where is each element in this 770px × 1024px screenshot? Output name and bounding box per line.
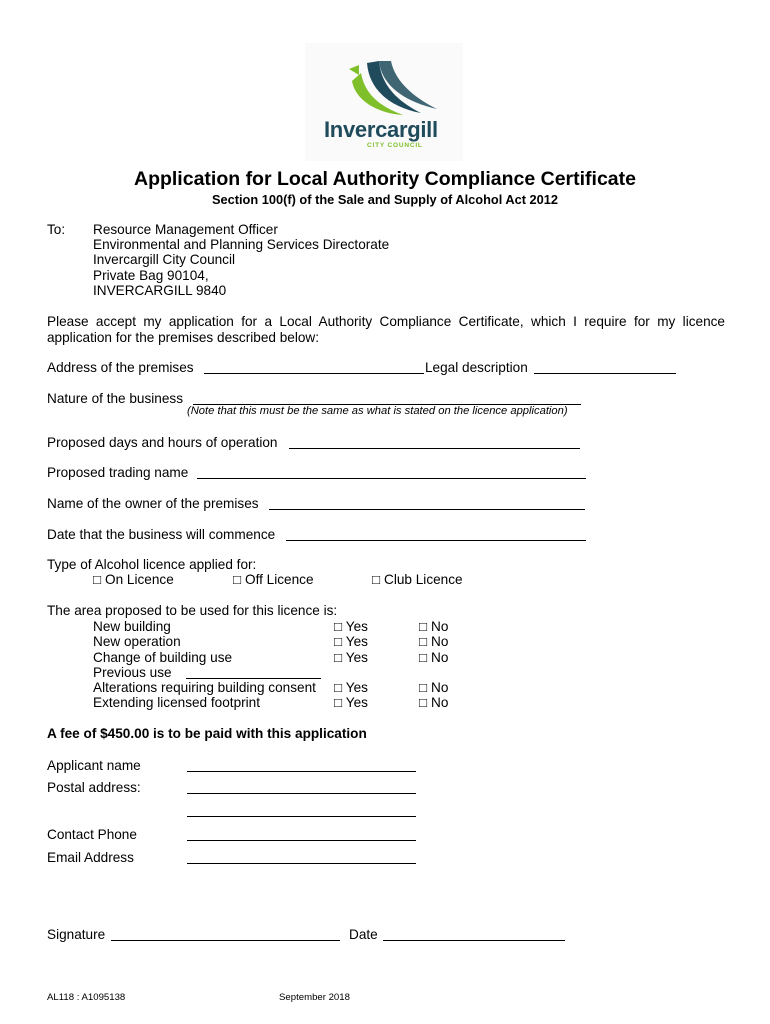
checkbox[interactable]: □ xyxy=(334,650,343,665)
option-label: On Licence xyxy=(105,572,174,587)
owner-label: Name of the owner of the premises xyxy=(47,496,259,511)
applicant-name-label: Applicant name xyxy=(47,758,141,773)
recipient-line: Private Bag 90104, xyxy=(93,268,209,283)
council-logo xyxy=(305,43,463,161)
club-licence-option[interactable] xyxy=(372,572,463,587)
date-field[interactable] xyxy=(383,940,565,941)
nature-label: Nature of the business xyxy=(47,391,184,406)
licence-type-label: Type of Alcohol licence applied for: xyxy=(47,557,257,572)
days-hours-label: Proposed days and hours of operation xyxy=(47,435,278,450)
checkbox[interactable]: □ xyxy=(334,680,343,695)
footer-date: September 2018 xyxy=(279,992,350,1003)
yes-option[interactable]: □ Yes xyxy=(334,695,368,710)
checkbox[interactable]: □ xyxy=(334,695,343,710)
postal-address-field-2[interactable] xyxy=(187,816,416,817)
previous-use-field[interactable] xyxy=(186,678,321,679)
no-option[interactable]: □ No xyxy=(419,695,449,710)
no-option[interactable]: □ No xyxy=(419,650,449,665)
address-label: Address of the premises xyxy=(47,360,194,375)
footer-reference: AL118 : A1095138 xyxy=(47,992,126,1003)
no-option[interactable]: □ No xyxy=(419,634,449,649)
checkbox[interactable]: □ xyxy=(93,572,102,587)
date-label: Date xyxy=(349,927,378,942)
signature-label: Signature xyxy=(47,927,106,942)
checkbox[interactable]: □ xyxy=(419,634,428,649)
legal-field[interactable] xyxy=(534,373,676,374)
recipient-line: INVERCARGILL 9840 xyxy=(93,283,227,298)
checkbox[interactable]: □ xyxy=(372,572,381,587)
yes-option[interactable]: □ Yes xyxy=(334,634,368,649)
area-row-label: New building xyxy=(93,619,171,634)
option-label: Off Licence xyxy=(245,572,314,587)
checkbox[interactable]: □ xyxy=(334,634,343,649)
applicant-name-field[interactable] xyxy=(187,771,416,772)
commence-label: Date that the business will commence xyxy=(47,527,276,542)
no-option[interactable]: □ No xyxy=(419,619,449,634)
yes-option[interactable]: □ Yes xyxy=(334,680,368,695)
recipient-line: Environmental and Planning Services Directorate xyxy=(93,237,390,252)
days-hours-field[interactable] xyxy=(289,448,580,449)
contact-phone-label: Contact Phone xyxy=(47,827,137,842)
checkbox[interactable]: □ xyxy=(419,680,428,695)
checkbox[interactable]: □ xyxy=(419,650,428,665)
area-row-label: Alterations requiring building consent xyxy=(93,680,316,695)
fee-notice: A fee of $450.00 is to be paid with this application xyxy=(47,726,367,741)
page-subtitle: Section 100(f) of the Sale and Supply of Alcohol Act 2012 xyxy=(211,192,559,207)
area-row-label: Extending licensed footprint xyxy=(93,695,261,710)
contact-phone-field[interactable] xyxy=(187,840,416,841)
trading-name-label: Proposed trading name xyxy=(47,465,189,480)
owner-field[interactable] xyxy=(269,509,585,510)
yes-option[interactable]: □ Yes xyxy=(334,650,368,665)
option-label: Club Licence xyxy=(384,572,463,587)
recipient-line: Invercargill City Council xyxy=(93,252,236,267)
to-label: To: xyxy=(47,222,66,237)
area-row-label: Change of building use xyxy=(93,650,233,665)
logo-wordmark: Invercargill xyxy=(324,117,438,142)
postal-address-field[interactable] xyxy=(187,793,416,794)
checkbox[interactable]: □ xyxy=(334,619,343,634)
email-label: Email Address xyxy=(47,850,134,865)
page-title: Application for Local Authority Compliance Certificate xyxy=(133,168,636,190)
email-field[interactable] xyxy=(187,863,416,864)
no-option[interactable]: □ No xyxy=(419,680,449,695)
recipient-line: Resource Management Officer xyxy=(93,222,278,237)
logo-swoosh-icon xyxy=(305,43,463,123)
checkbox[interactable]: □ xyxy=(233,572,242,587)
trading-name-field[interactable] xyxy=(197,478,586,479)
yes-option[interactable]: □ Yes xyxy=(334,619,368,634)
address-field[interactable] xyxy=(204,373,424,374)
area-label: The area proposed to be used for this licence is: xyxy=(47,603,338,618)
nature-note: (Note that this must be the same as what is stated on the licence application) xyxy=(187,405,568,417)
commence-field[interactable] xyxy=(286,540,586,541)
legal-label: Legal description xyxy=(425,360,528,375)
postal-address-label: Postal address: xyxy=(47,780,141,795)
area-row-label: New operation xyxy=(93,634,181,649)
signature-field[interactable] xyxy=(111,940,340,941)
area-row-label: Previous use xyxy=(93,665,172,680)
checkbox[interactable]: □ xyxy=(419,695,428,710)
logo-subtitle: CITY COUNCIL xyxy=(367,142,423,149)
intro-paragraph: Please accept my application for a Local Authority Compliance Certificate, which I require for my licence application for the premises described below: xyxy=(47,314,725,345)
off-licence-option[interactable] xyxy=(233,572,314,587)
on-licence-option[interactable] xyxy=(93,572,174,587)
checkbox[interactable]: □ xyxy=(419,619,428,634)
